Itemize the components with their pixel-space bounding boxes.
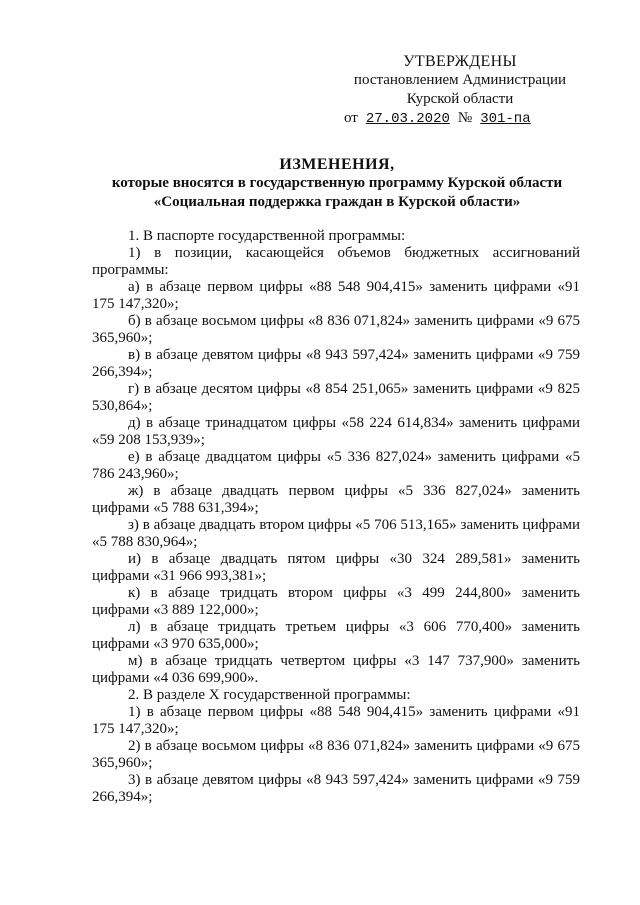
paragraph: 1. В паспорте государственной программы: bbox=[128, 228, 406, 244]
approval-date: 27.03.2020 bbox=[365, 111, 450, 127]
paragraph: 3) в абзаце девятом цифры «8 943 597,424» заменить цифрами «9 759 266,394»; bbox=[92, 772, 580, 805]
title-sub-2: «Социальная поддержка граждан в Курской области» bbox=[153, 194, 521, 210]
paragraph: л) в абзаце тридцать третьем цифры «3 606 770,400» заменить цифрами «3 970 635,000»; bbox=[92, 619, 580, 652]
paragraph: в) в абзаце девятом цифры «8 943 597,424» заменить цифрами «9 759 266,394»; bbox=[92, 347, 580, 380]
document-body bbox=[92, 228, 580, 806]
title-sub-1: которые вносятся в государственную программу Курской области bbox=[111, 175, 563, 191]
approval-line-2: Курской области bbox=[406, 91, 514, 107]
document-title bbox=[92, 155, 582, 212]
approval-line-1: постановлением Администрации bbox=[353, 72, 567, 88]
paragraph: к) в абзаце тридцать втором цифры «3 499 244,800» заменить цифрами «3 889 122,000»; bbox=[92, 585, 580, 618]
paragraph: 2) в абзаце восьмом цифры «8 836 071,824» заменить цифрами «9 675 365,960»; bbox=[92, 738, 580, 771]
paragraph: е) в абзаце двадцатом цифры «5 336 827,024» заменить цифрами «5 786 243,960»; bbox=[92, 449, 580, 482]
paragraph: и) в абзаце двадцать пятом цифры «30 324 289,581» заменить цифрами «31 966 993,381»; bbox=[92, 551, 580, 584]
paragraph: б) в абзаце восьмом цифры «8 836 071,824» заменить цифрами «9 675 365,960»; bbox=[92, 313, 580, 346]
approval-block bbox=[340, 52, 580, 129]
paragraph: 1) в позиции, касающейся объемов бюджетных ассигнований программы: bbox=[92, 245, 580, 278]
date-prefix: от bbox=[344, 110, 358, 126]
approval-heading: УТВЕРЖДЕНЫ bbox=[403, 53, 517, 70]
paragraph: а) в абзаце первом цифры «88 548 904,415» заменить цифрами «91 175 147,320»; bbox=[92, 279, 580, 312]
number-prefix: № bbox=[457, 110, 473, 126]
paragraph: 1) в абзаце первом цифры «88 548 904,415» заменить цифрами «91 175 147,320»; bbox=[92, 704, 580, 737]
paragraph: г) в абзаце десятом цифры «8 854 251,065» заменить цифрами «9 825 530,864»; bbox=[92, 381, 580, 414]
paragraph: 2. В разделе X государственной программы: bbox=[128, 687, 411, 703]
paragraph: д) в абзаце тринадцатом цифры «58 224 614,834» заменить цифрами «59 208 153,939»; bbox=[92, 415, 580, 448]
paragraph: з) в абзаце двадцать втором цифры «5 706 513,165» заменить цифрами «5 788 830,964»; bbox=[92, 517, 580, 550]
approval-date-line bbox=[340, 109, 580, 129]
title-main: ИЗМЕНЕНИЯ, bbox=[279, 156, 395, 173]
paragraph: м) в абзаце тридцать четвертом цифры «3 147 737,900» заменить цифрами «4 036 699,900». bbox=[92, 653, 580, 686]
paragraph: ж) в абзаце двадцать первом цифры «5 336 827,024» заменить цифрами «5 788 631,394»; bbox=[92, 483, 580, 516]
approval-number: 301-па bbox=[480, 111, 531, 127]
